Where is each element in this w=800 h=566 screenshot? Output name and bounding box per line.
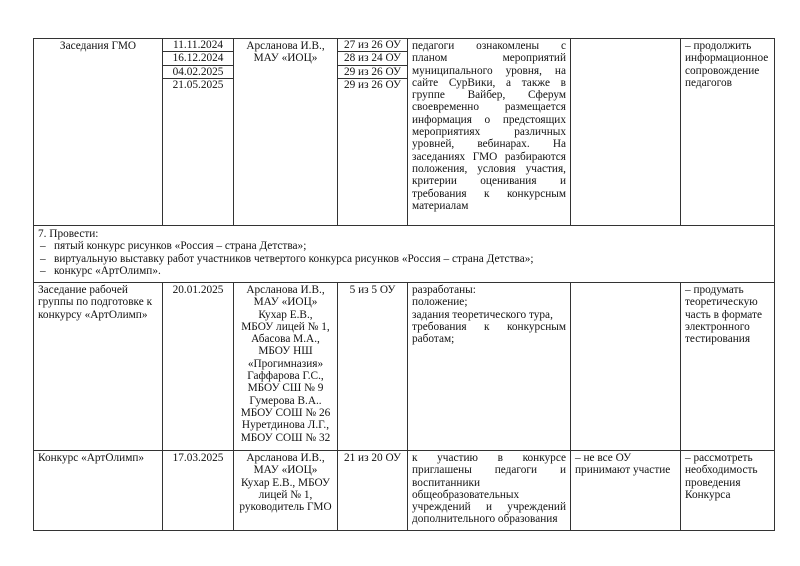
responsible-cell xyxy=(234,283,338,451)
responsible-line: МАУ «ИОЦ» xyxy=(253,464,318,477)
responsible-line: руководитель ГМО xyxy=(239,501,332,514)
responsible-line: Гаффарова Г.С., xyxy=(247,370,324,383)
section-row xyxy=(34,226,775,283)
proposals-cell: – продолжить информационное сопровождение педагогов xyxy=(681,39,775,226)
list-item-text: пятый конкурс рисунков «Россия – страна Детства»; xyxy=(54,240,307,253)
responsible-line: «Прогимназия» xyxy=(247,357,324,370)
event-cell: Конкурс «АртОлимп» xyxy=(34,451,163,531)
date: 21.05.2025 xyxy=(172,78,224,91)
responsible-line: Арсланова И.В., xyxy=(246,284,325,296)
responsible-line: МАУ «ИОЦ» xyxy=(253,296,318,309)
coverage: 29 из 26 ОУ xyxy=(338,66,407,79)
responsible-cell xyxy=(234,451,338,531)
table-row xyxy=(34,39,775,226)
date: 16.12.2024 xyxy=(163,52,233,65)
report-table xyxy=(33,38,775,531)
list-item-text: виртуальную выставку работ участников четвертого конкурса рисунков «Россия – страна Детства»; xyxy=(54,252,534,265)
coverage: 27 из 26 ОУ xyxy=(338,39,407,52)
proposals-cell: – рассмотреть необходимость проведения Конкурса xyxy=(681,451,775,531)
date: 04.02.2025 xyxy=(163,66,233,79)
date: 11.11.2024 xyxy=(163,39,233,52)
result-line: требования к конкурсным работам; xyxy=(412,320,566,346)
dates-cell xyxy=(163,39,234,226)
responsible-line: МБОУ СОШ № 26 xyxy=(240,406,331,419)
responsible-line: Кухар Е.В., xyxy=(258,308,313,321)
responsible-line: Нуретдинова Л.Г., xyxy=(241,419,330,432)
responsible-line: Арсланова И.В., xyxy=(246,40,325,52)
list-item xyxy=(38,240,770,252)
result-line: положение; xyxy=(412,296,468,309)
coverage-cell: 5 из 5 ОУ xyxy=(338,283,408,451)
date-cell: 20.01.2025 xyxy=(163,283,234,451)
responsible-line: лицей № 1, xyxy=(258,488,313,501)
table-row xyxy=(34,451,775,531)
list-item xyxy=(38,253,770,265)
dash: – xyxy=(40,264,46,277)
result-cell: педагоги ознакомлены с планом мероприятий муниципального уровня, на сайте СурВики, а также в группе Вайбер, Сферум своевременно размещается информация о предстоящих мероприятиях различных уровней, вебинарах. На заседаниях ГМО разбираются положения, условия участия, критерии оценивания и требования к конкурсным материалам xyxy=(408,39,571,226)
problems-cell xyxy=(571,39,681,226)
coverage: 29 из 26 ОУ xyxy=(343,78,402,91)
responsible-line: МАУ «ИОЦ» xyxy=(253,52,318,65)
responsible-line: МБОУ СШ № 9 xyxy=(247,382,324,395)
dash: – xyxy=(40,252,46,265)
problems-cell xyxy=(571,283,681,451)
responsible-line: МБОУ СОШ № 32 xyxy=(240,431,331,444)
section-title: 7. Провести: xyxy=(38,228,99,240)
responsible-line: Кухар Е.В., МБОУ xyxy=(240,476,331,489)
result-line: разработаны: xyxy=(412,284,476,296)
result-line: задания теоретического тура, xyxy=(412,308,553,321)
responsible-line: Арсланова И.В., xyxy=(246,452,325,464)
list-item xyxy=(38,265,770,277)
coverage: 28 из 24 ОУ xyxy=(338,52,407,65)
event-cell: Заседание рабочей группы по подготовке к конкурсу «АртОлимп» xyxy=(34,283,163,451)
coverage-cell: 21 из 20 ОУ xyxy=(338,451,408,531)
table-row xyxy=(34,283,775,451)
dash: – xyxy=(40,240,46,253)
list-item-text: конкурс «АртОлимп». xyxy=(54,264,161,277)
result-cell xyxy=(408,283,571,451)
coverage-cell xyxy=(338,39,408,226)
responsible-line: МБОУ НШ xyxy=(258,345,313,358)
responsible-line: Абасова М.А., xyxy=(251,333,320,346)
event-cell: Заседания ГМО xyxy=(34,39,163,226)
date-cell: 17.03.2025 xyxy=(163,451,234,531)
proposals-cell: – продумать теоретическую часть в формате электронного тестирования xyxy=(681,283,775,451)
responsible-line: МБОУ лицей № 1, xyxy=(241,320,330,333)
responsible-cell xyxy=(234,39,338,226)
section-cell xyxy=(34,226,775,283)
responsible-line: Гумерова В.А.. xyxy=(249,394,322,407)
result-cell: к участию в конкурсе приглашены педагоги и воспитанники общеобразовательных учреждений и учреждений дополнительного образования xyxy=(408,451,571,531)
problems-cell: – не все ОУ принимают участие xyxy=(571,451,681,531)
